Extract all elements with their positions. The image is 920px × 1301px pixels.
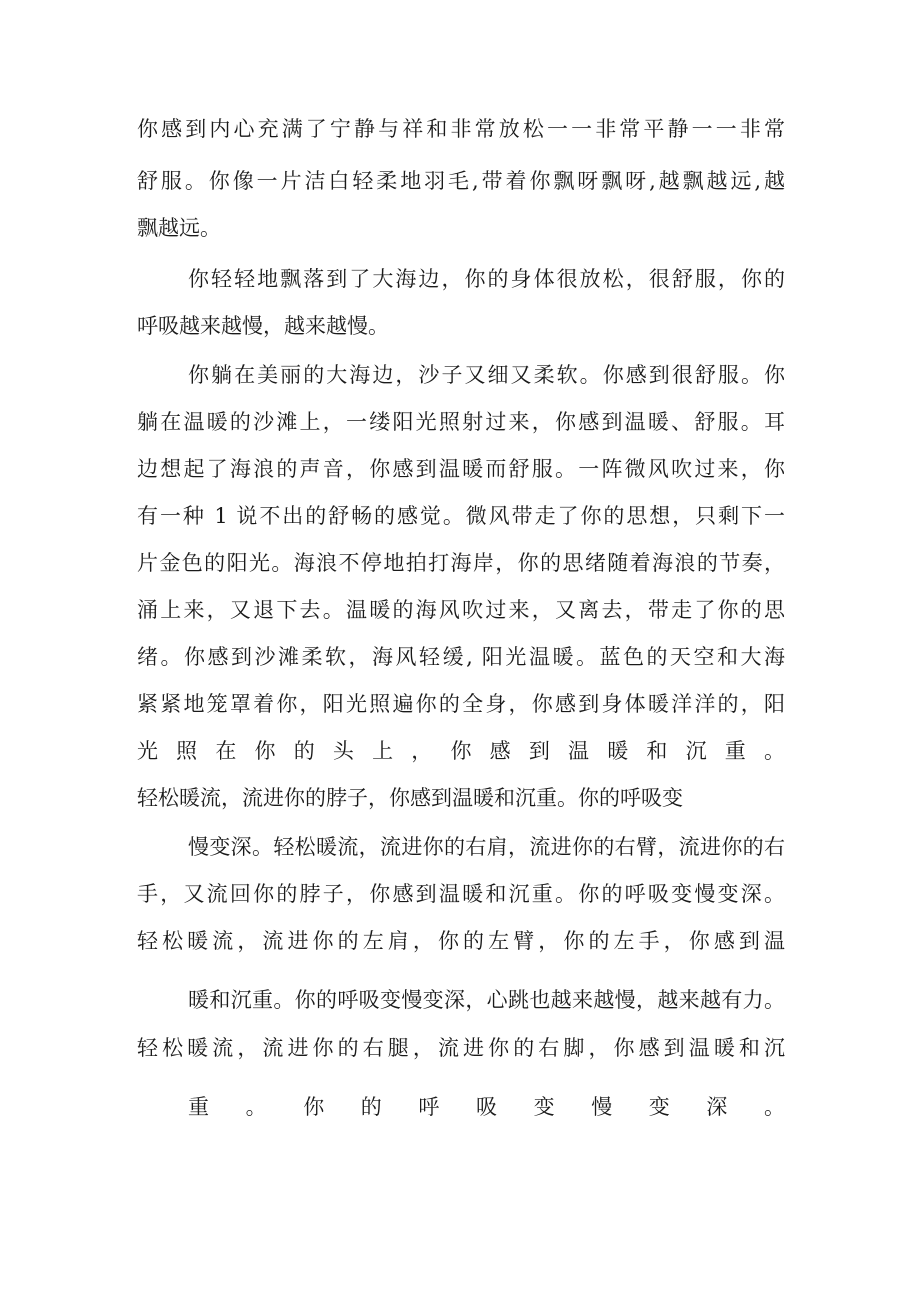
text-line: 躺在温暖的沙滩上，一缕阳光照射过来，你感到温暖、舒服。耳 xyxy=(137,410,785,434)
text-line: 紧紧地笼罩着你，阳光照遍你的全身，你感到身体暖洋洋的，阳 xyxy=(137,692,785,716)
text-line: 呼吸越来越慢，越来越慢。 xyxy=(137,314,389,338)
text-line: 重。你的呼吸变慢变深。 xyxy=(188,1095,785,1119)
text-line: 绪。你感到沙滩柔软，海风轻缓, 阳光温暖。蓝色的天空和大海 xyxy=(137,645,785,669)
text-line: 舒服。你像一片洁白轻柔地羽毛,带着你飘呀飘呀,越飘越远,越 xyxy=(137,169,785,193)
text-line: 轻松暖流，流进你的脖子，你感到温暖和沉重。你的呼吸变 xyxy=(137,786,683,810)
text-line: 轻松暖流，流进你的左肩，你的左臂，你的左手，你感到温 xyxy=(137,929,785,953)
text-line: 片金色的阳光。海浪不停地拍打海岸，你的思绪随着海浪的节奏， xyxy=(137,551,785,575)
text-line: 你躺在美丽的大海边，沙子又细又柔软。你感到很舒服。你 xyxy=(188,363,785,387)
text-line: 飘越远。 xyxy=(137,216,221,240)
text-line: 有一种 1 说不出的舒畅的感觉。微风带走了你的思想，只剩下一 xyxy=(137,504,785,528)
text-line: 边想起了海浪的声音，你感到温暖而舒服。一阵微风吹过来，你 xyxy=(137,457,785,481)
text-line: 暖和沉重。你的呼吸变慢变深，心跳也越来越慢，越来越有力。 xyxy=(188,988,785,1012)
text-line: 你轻轻地飘落到了大海边，你的身体很放松，很舒服，你的 xyxy=(188,267,785,291)
text-line: 轻松暖流，流进你的右腿，流进你的右脚，你感到温暖和沉 xyxy=(137,1036,785,1060)
text-line: 涌上来，又退下去。温暖的海风吹过来，又离去，带走了你的思 xyxy=(137,598,785,622)
text-line: 手，又流回你的脖子，你感到温暖和沉重。你的呼吸变慢变深。 xyxy=(137,882,785,906)
text-line: 慢变深。轻松暖流，流进你的右肩，流进你的右臂，流进你的右 xyxy=(188,835,785,859)
text-line: 光照在你的头上，你感到温暖和沉重。 xyxy=(137,739,785,763)
text-line: 你感到内心充满了宁静与祥和非常放松一一非常平静一一非常 xyxy=(137,117,785,141)
